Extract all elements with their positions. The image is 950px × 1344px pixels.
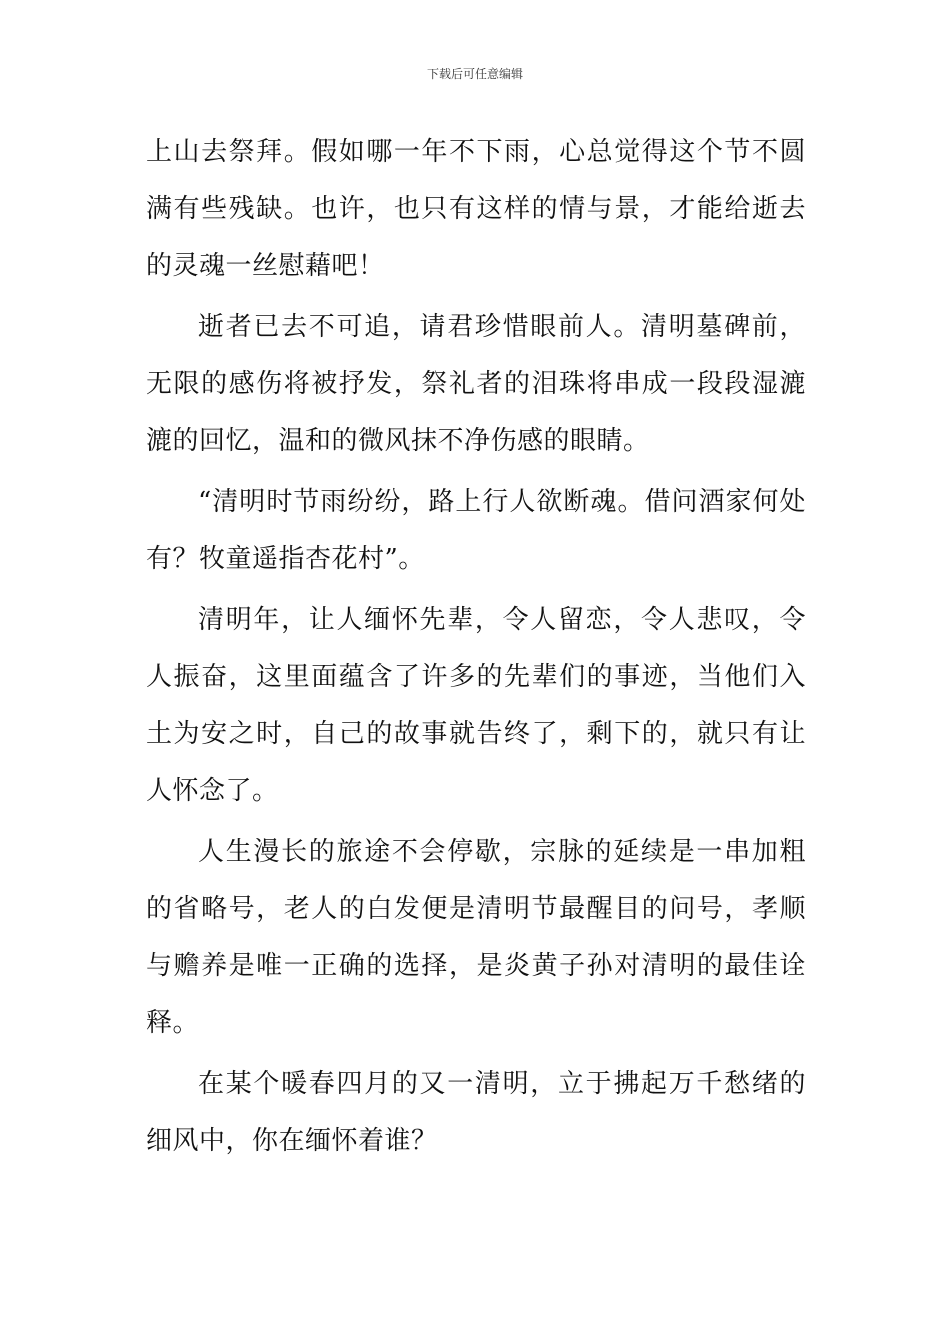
page-header: 下载后可任意编辑: [426, 67, 523, 81]
document-body: [146, 124, 806, 1170]
paragraph-4: 清明年，让人缅怀先辈，令人留恋，令人悲叹，令人振奋，这里面蕴含了许多的先辈们的事迹，当他们入土为安之时，自己的故事就告终了，剩下的，就只有让人怀念了。: [146, 605, 806, 806]
paragraph-5: 人生漫长的旅途不会停歇，宗脉的延续是一串加粗的省略号，老人的白发便是清明节最醒目的问号，孝顺与赡养是唯一正确的选择，是炎黄子孙对清明的最佳诠释。: [146, 837, 806, 1038]
paragraph-2: 逝者已去不可追，请君珍惜眼前人。清明墓碑前，无限的感伤将被抒发，祭礼者的泪珠将串成一段段湿漉漉的回忆，温和的微风抹不净伤感的眼睛。: [146, 312, 806, 456]
paragraph-3: “清明时节雨纷纷，路上行人欲断魂。借问酒家何处有？牧童遥指杏花村”。: [146, 487, 806, 574]
paragraph-1: 上山去祭拜。假如哪一年不下雨，心总觉得这个节不圆满有些残缺。也许，也只有这样的情与景，才能给逝去的灵魂一丝慰藉吧！: [146, 137, 806, 281]
paragraph-6: 在某个暖春四月的又一清明，立于拂起万千愁绪的细风中，你在缅怀着谁？: [146, 1069, 806, 1156]
